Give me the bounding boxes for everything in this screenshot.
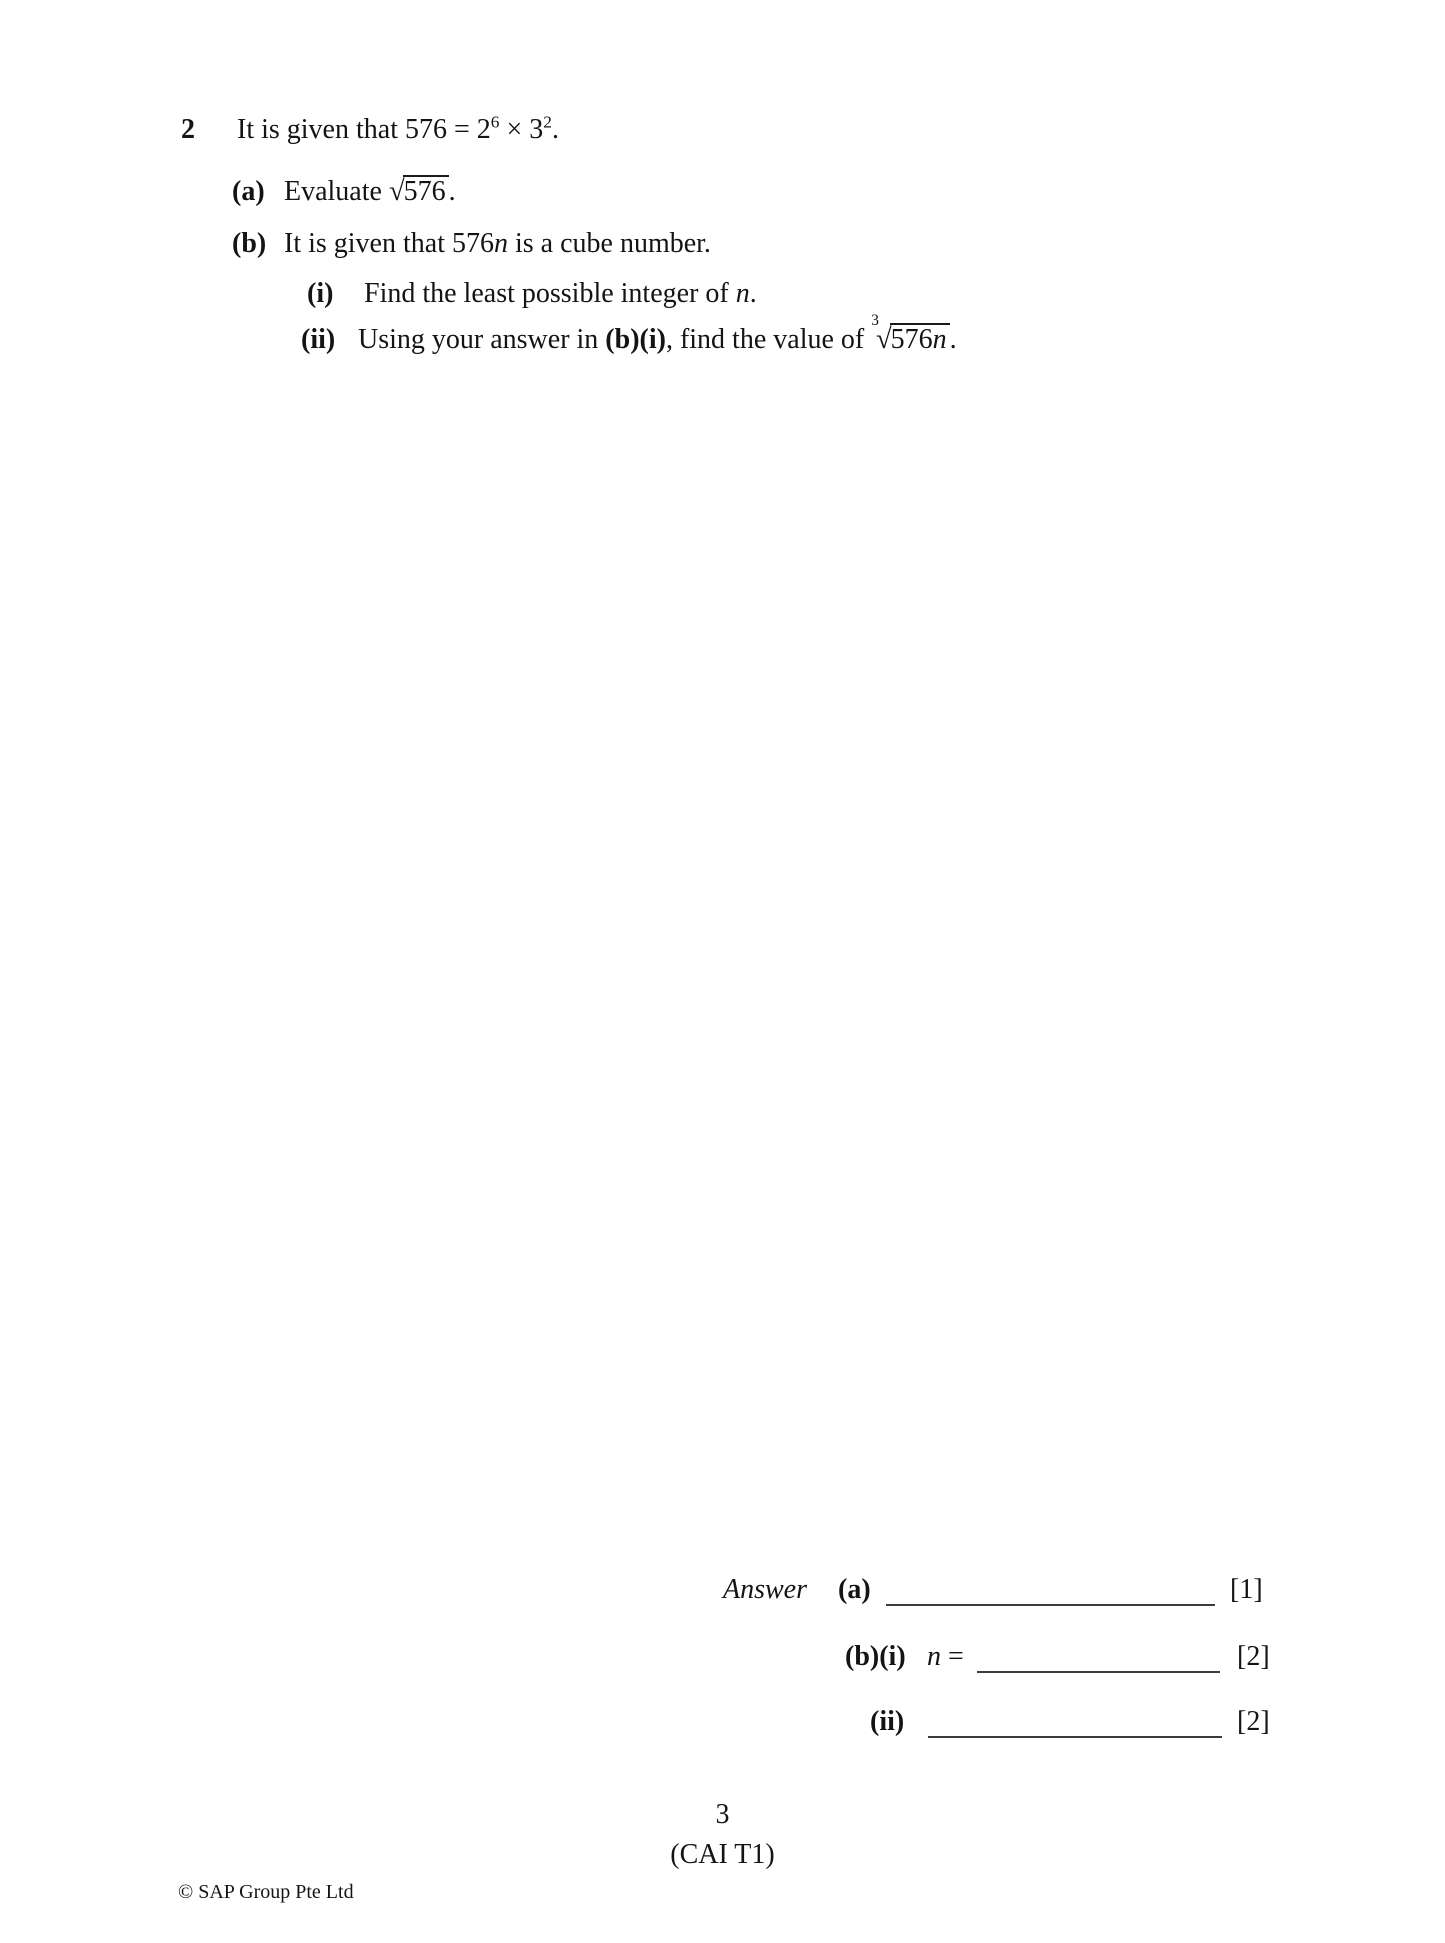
part-a-label: (a) — [232, 176, 265, 207]
answer-a-marks: [1] — [1230, 1574, 1263, 1605]
answer-b-i-blank — [977, 1641, 1220, 1673]
answer-b-i-equation — [927, 1641, 964, 1673]
part-a-period: . — [448, 176, 456, 207]
equals-sign: = — [941, 1641, 964, 1672]
answer-row-b-i — [0, 1641, 1445, 1685]
part-b-i-row — [307, 276, 757, 312]
variable-n: n — [735, 278, 750, 309]
intro-text-3: . — [551, 114, 559, 145]
answer-ii-marks: [2] — [1237, 1706, 1270, 1737]
question-number: 2 — [181, 114, 195, 145]
answer-b-i-label: (b)(i) — [845, 1641, 906, 1672]
answer-ii-label: (ii) — [870, 1706, 905, 1737]
radicand-576: 576 — [403, 175, 449, 207]
part-b-ii-bold-ref: (b)(i) — [605, 324, 666, 355]
radicand-576n — [890, 323, 950, 355]
part-a-text: Evaluate — [284, 176, 389, 207]
variable-n: n — [927, 1641, 941, 1672]
part-b-row — [232, 226, 711, 262]
part-b-ii-period: . — [949, 324, 957, 355]
exponent-two: 2 — [543, 112, 552, 132]
part-b-ii-text-2: , find the value of — [665, 324, 872, 355]
answer-b-i-marks: [2] — [1237, 1641, 1270, 1672]
answer-word: Answer — [723, 1574, 807, 1605]
answer-row-a — [0, 1574, 1445, 1618]
intro-text-1: It is given that 576 = 2 — [237, 114, 491, 145]
part-b-i-label: (i) — [307, 278, 334, 309]
part-b-text-1: It is given that 576 — [284, 228, 494, 259]
variable-n: n — [493, 228, 508, 259]
copyright-notice: © SAP Group Pte Ltd — [178, 1881, 354, 1903]
answer-a-label: (a) — [838, 1574, 871, 1605]
radical-sign: √ — [388, 176, 405, 207]
paper-code: (CAI T1) — [670, 1839, 775, 1870]
radical-sign: √ — [875, 324, 892, 355]
radicand-number: 576 — [890, 324, 933, 355]
sqrt-576-expression — [389, 176, 449, 207]
question-intro-row — [181, 112, 559, 148]
part-b-ii-text-1: Using your answer in — [358, 324, 606, 355]
exponent-six: 6 — [490, 112, 500, 132]
cube-root-576n-expression — [871, 312, 949, 355]
part-b-label: (b) — [232, 228, 267, 259]
part-b-ii-row — [301, 312, 957, 358]
part-a-row — [232, 174, 456, 210]
answer-ii-blank — [928, 1706, 1222, 1738]
part-b-text-2: is a cube number. — [507, 228, 711, 259]
page-number: 3 — [715, 1799, 730, 1830]
intro-text-2: × 3 — [499, 114, 544, 145]
part-b-i-text: Find the least possible integer of — [364, 278, 736, 309]
cube-root-index: 3 — [871, 312, 879, 330]
part-b-i-period: . — [749, 278, 757, 309]
answer-row-ii — [0, 1706, 1445, 1750]
part-b-ii-label: (ii) — [301, 324, 336, 355]
answer-a-blank — [886, 1574, 1215, 1606]
radicand-variable-n: n — [932, 324, 947, 355]
